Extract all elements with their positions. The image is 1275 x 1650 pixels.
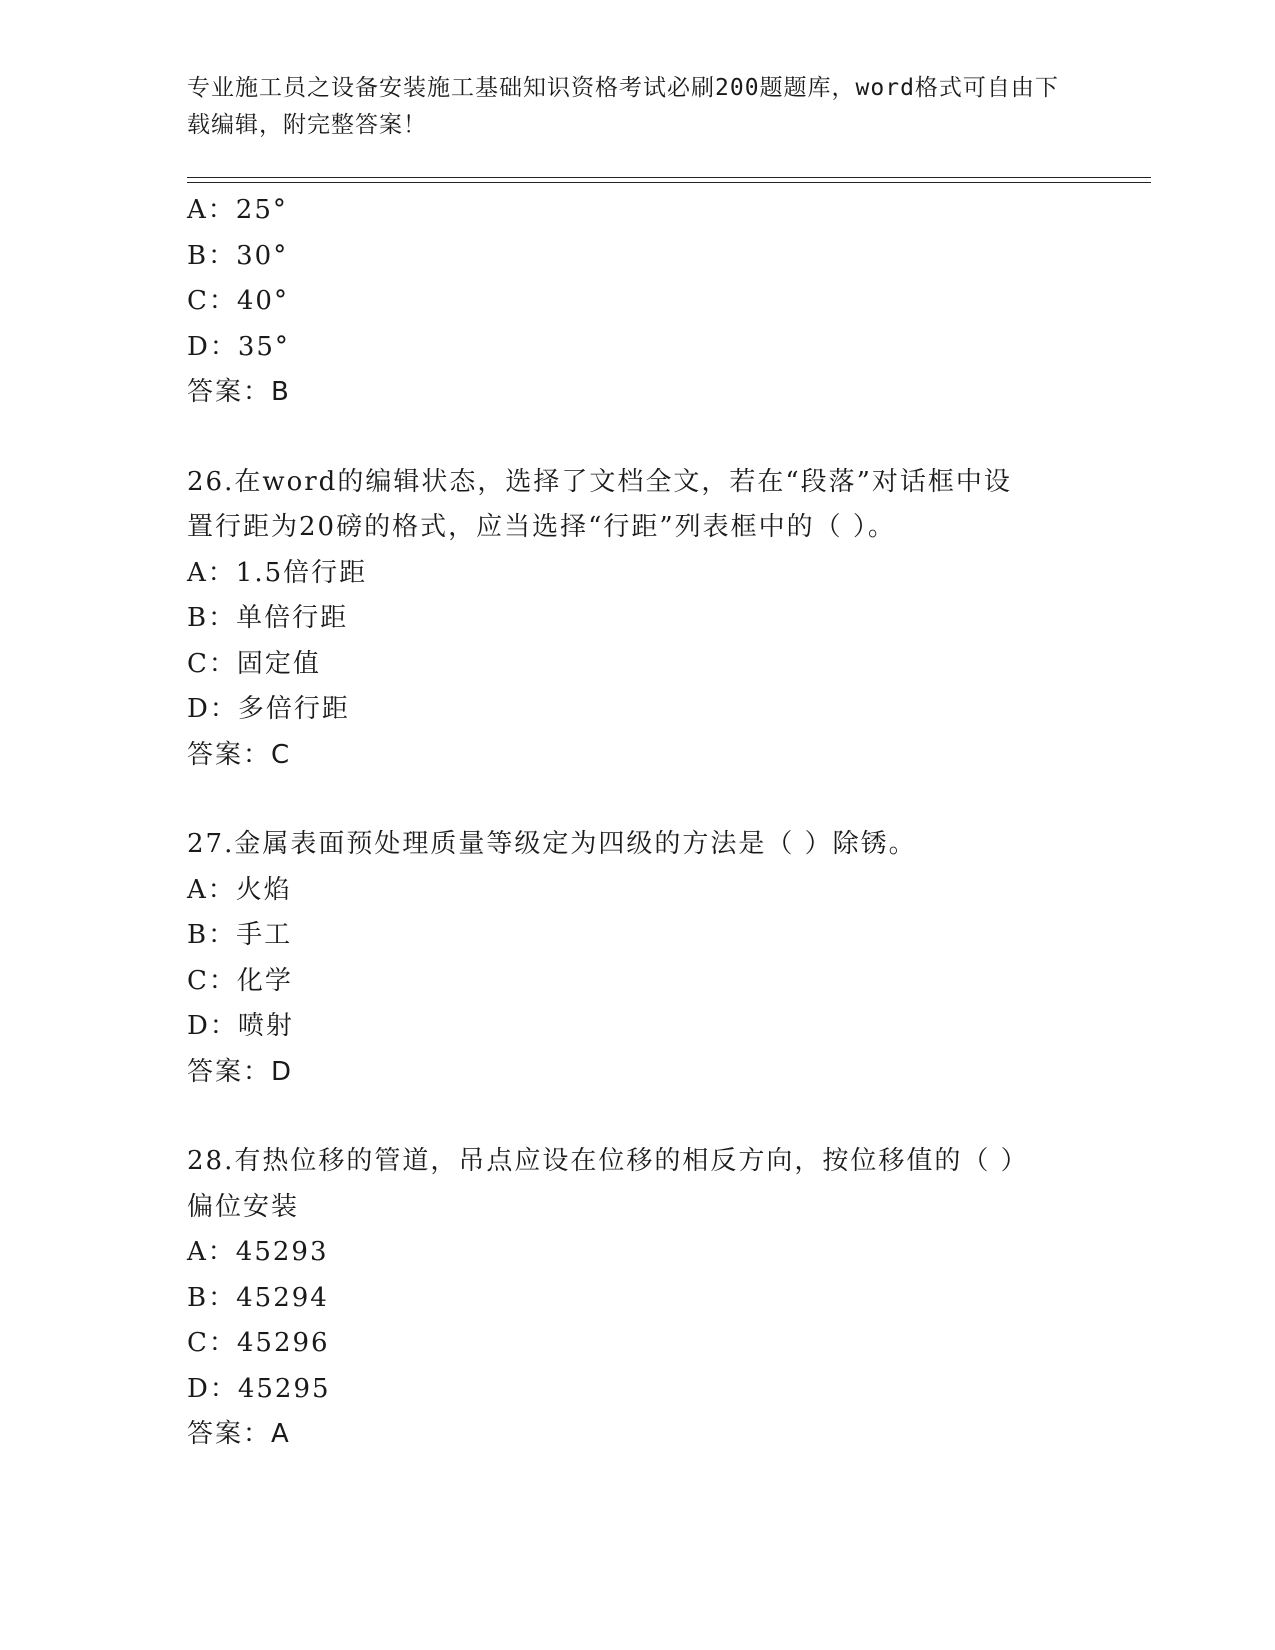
header-rule-top	[187, 177, 1151, 178]
answer-line: 答案：B	[187, 377, 291, 407]
option-a: A：45293	[187, 1237, 329, 1267]
question-stem: 27.金属表面预处理质量等级定为四级的方法是（ ）除锈。	[187, 829, 917, 859]
option-c: C：45296	[187, 1328, 330, 1358]
document-title: 专业施工员之设备安装施工基础知识资格考试必刷200题题库，word格式可自由下载编辑，附完整答案！	[187, 75, 1059, 138]
question-block	[187, 1139, 1087, 1458]
option-d: D：45295	[187, 1373, 331, 1404]
option-a: A：25°	[187, 195, 288, 225]
answer-line: 答案：C	[187, 739, 292, 770]
document-header	[187, 70, 1067, 144]
question-list	[187, 188, 1087, 1458]
option-b: B：45294	[187, 1282, 329, 1313]
option-c: C：化学	[187, 965, 293, 996]
option-b: B：手工	[187, 920, 293, 950]
option-b: B：单倍行距	[187, 603, 349, 633]
option-c: C：固定值	[187, 648, 321, 679]
question-stem: 26.在word的编辑状态，选择了文档全文，若在“段落”对话框中设置行距为20磅的格式，应当选择“行距”列表框中的（ ）。	[187, 466, 1012, 542]
option-d: D：多倍行距	[187, 694, 350, 724]
option-d: D：喷射	[187, 1011, 294, 1041]
option-c: C：40°	[187, 286, 289, 316]
option-b: B：30°	[187, 240, 289, 271]
option-a: A：1.5倍行距	[187, 557, 368, 588]
question-block	[187, 822, 1087, 1095]
header-rule-bottom	[187, 182, 1151, 183]
question-stem: 28.有热位移的管道，吊点应设在位移的相反方向，按位移值的（ ）偏位安装	[187, 1146, 1029, 1222]
option-a: A：火焰	[187, 874, 292, 905]
question-block	[187, 460, 1087, 779]
answer-line: 答案：D	[187, 1056, 294, 1087]
question-block	[187, 188, 1087, 416]
answer-line: 答案：A	[187, 1419, 291, 1449]
option-d: D：35°	[187, 331, 290, 362]
